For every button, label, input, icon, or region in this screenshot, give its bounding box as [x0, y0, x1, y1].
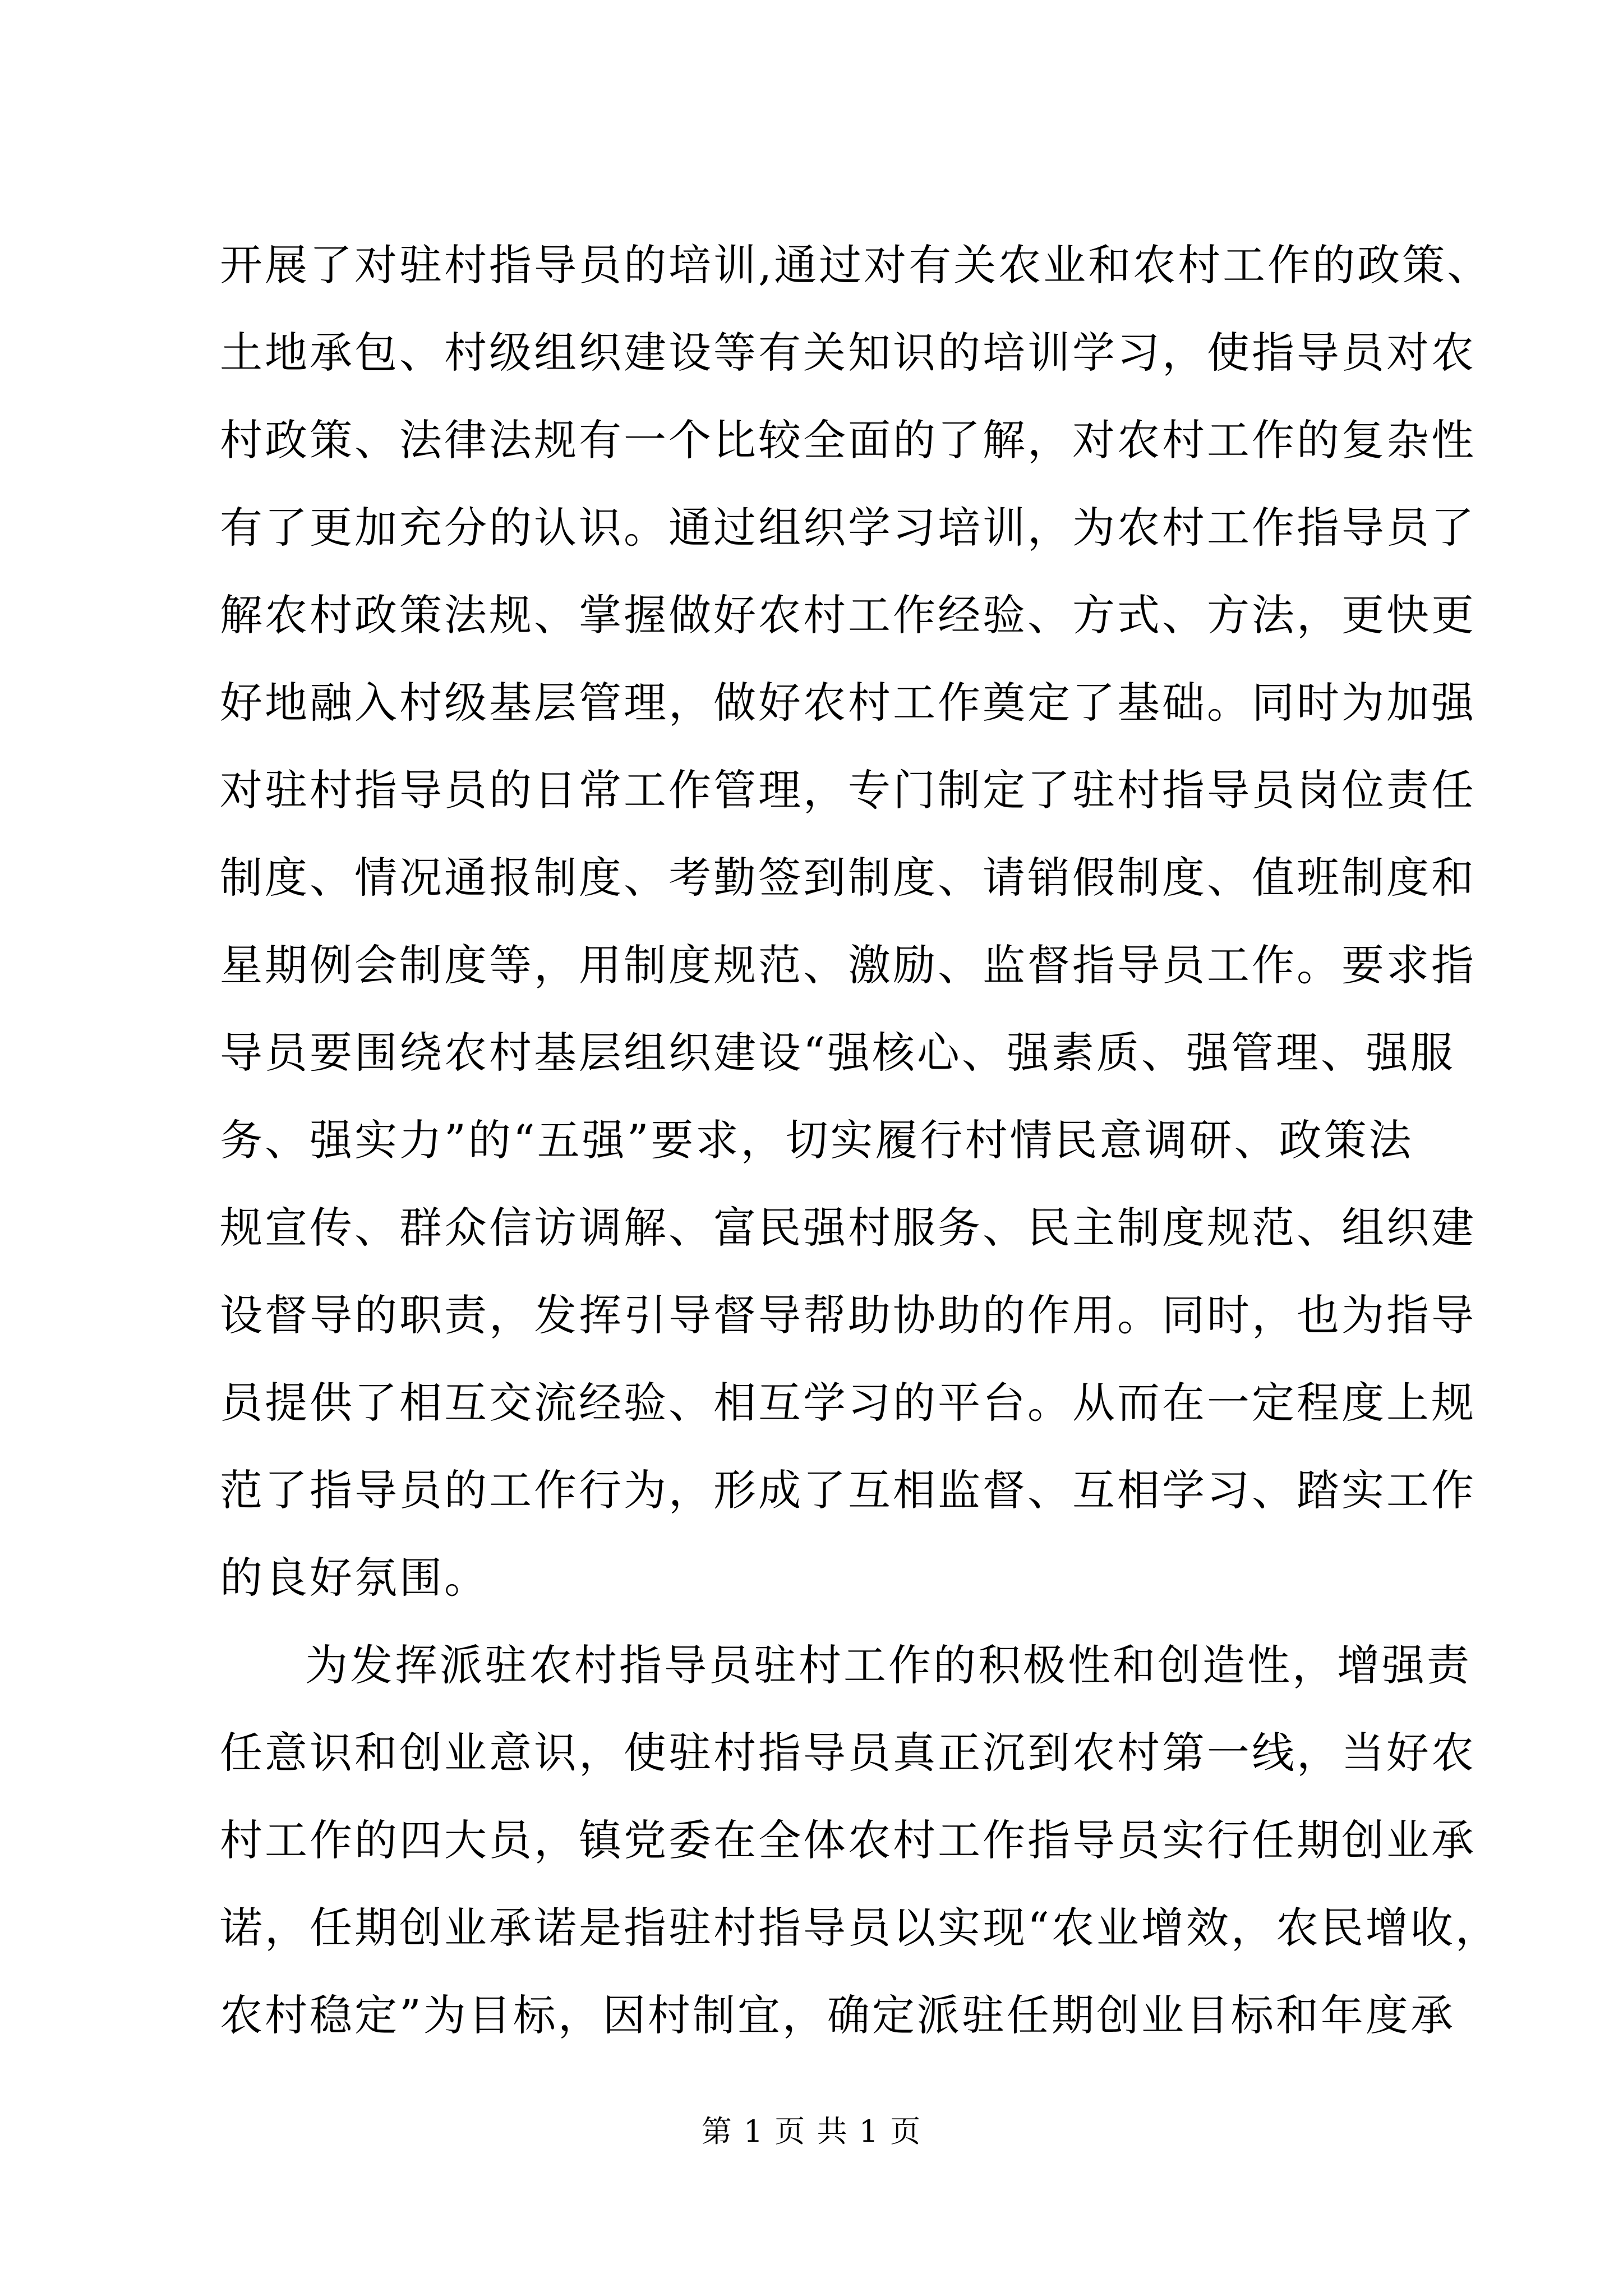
paragraph-1 [220, 222, 1492, 1622]
text-line: 任意识和创业意识，使驻村指导员真正沉到农村第一线，当好农 [220, 1728, 1476, 1778]
text-line: 制度、情况通报制度、考勤签到制度、请销假制度、值班制度和 [220, 853, 1476, 903]
text-line: 有了更加充分的认识。通过组织学习培训，为农村工作指导员了 [220, 503, 1476, 553]
paragraph-2 [220, 1622, 1500, 2059]
text-line: 规宣传、群众信访调解、富民强村服务、民主制度规范、组织建 [220, 1203, 1476, 1253]
text-line: 范了指导员的工作行为，形成了互相监督、互相学习、踏实工作 [220, 1465, 1476, 1515]
page-number: 第 1 页 共 1 页 [701, 2114, 922, 2149]
text-line: 务、强实力”的“五强”要求，切实履行村情民意调研、政策法 [220, 1115, 1414, 1165]
text-line: 诺，任期创业承诺是指驻村指导员以实现“农业增效，农民增收， [220, 1903, 1500, 1953]
page-footer [0, 2109, 1623, 2154]
text-line: 开展了对驻村指导员的培训,通过对有关农业和农村工作的政策、 [220, 240, 1492, 290]
text-line: 村政策、法律法规有一个比较全面的了解，对农村工作的复杂性 [220, 415, 1476, 465]
text-line: 员提供了相互交流经验、相互学习的平台。从而在一定程度上规 [220, 1378, 1476, 1428]
text-line: 为发挥派驻农村指导员驻村工作的积极性和创造性，增强责 [305, 1640, 1472, 1690]
text-line: 好地融入村级基层管理，做好农村工作奠定了基础。同时为加强 [220, 678, 1476, 728]
document-body [220, 222, 1500, 2059]
text-line: 土地承包、村级组织建设等有关知识的培训学习，使指导员对农 [220, 328, 1476, 378]
text-line: 农村稳定”为目标，因村制宜，确定派驻任期创业目标和年度承 [220, 1990, 1455, 2040]
text-line: 对驻村指导员的日常工作管理，专门制定了驻村指导员岗位责任 [220, 765, 1476, 815]
text-line: 解农村政策法规、掌握做好农村工作经验、方式、方法，更快更 [220, 590, 1476, 640]
text-line: 设督导的职责，发挥引导督导帮助协助的作用。同时，也为指导 [220, 1290, 1476, 1340]
text-line: 村工作的四大员，镇党委在全体农村工作指导员实行任期创业承 [220, 1815, 1476, 1865]
text-line: 的良好氛围。 [220, 1553, 489, 1603]
text-line: 星期例会制度等，用制度规范、激励、监督指导员工作。要求指 [220, 940, 1476, 990]
text-line: 导员要围绕农村基层组织建设“强核心、强素质、强管理、强服 [220, 1028, 1455, 1078]
